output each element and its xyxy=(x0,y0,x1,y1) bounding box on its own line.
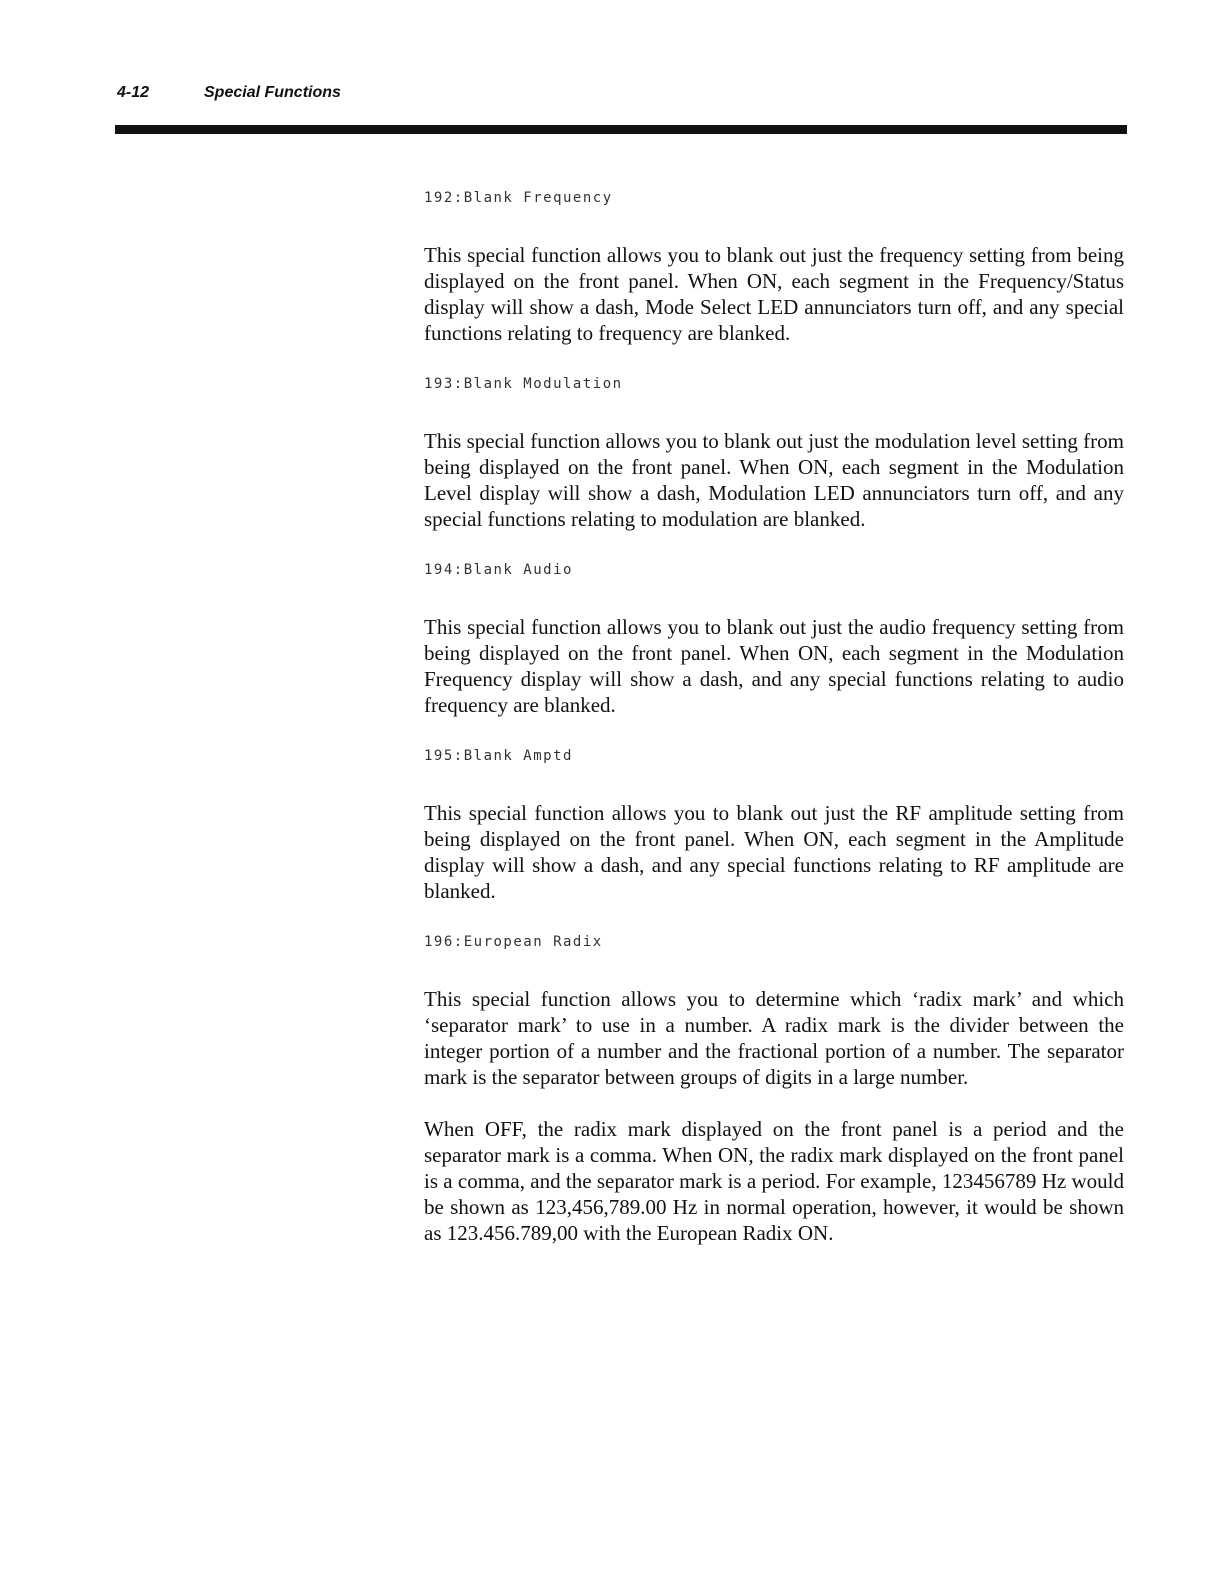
page-header xyxy=(117,84,1127,108)
description-194: This special function allows you to blank out just the audio frequency setting from being displayed on the front panel. When ON, each segment in the Modulation Frequency display will show a dash, and any special functions relating to audio frequency are blanked. xyxy=(424,615,1124,717)
description-196: This special function allows you to determine which ‘radix mark’ and which ‘separator mark’ to use in a number. A radix mark is the divider between the integer portion of a number and the fractional portion of a number. The separator mark is the separator between groups of digits in a large number. xyxy=(424,987,1124,1089)
description-196-continued: When OFF, the radix mark displayed on the front panel is a period and the separator mark is a comma. When ON, the radix mark displayed on the front panel is a comma, and the separator mark is a period. For example, 123456789 Hz would be shown as 123,456,789.00 Hz in normal operation, however, it would be shown as 123.456.789,00 with the European Radix ON. xyxy=(424,1117,1124,1245)
header-rule xyxy=(115,125,1127,134)
section-title: Special Functions xyxy=(204,84,341,101)
function-label-196: 196:European Radix xyxy=(424,934,603,950)
function-label-194: 194:Blank Audio xyxy=(424,562,573,578)
function-label-192: 192:Blank Frequency xyxy=(424,190,613,206)
page-number: 4-12 xyxy=(117,84,150,101)
function-label-195: 195:Blank Amptd xyxy=(424,748,573,764)
description-195: This special function allows you to blank out just the RF amplitude setting from being displayed on the front panel. When ON, each segment in the Amplitude display will show a dash, and any special functions relating to RF amplitude are blanked. xyxy=(424,801,1124,903)
function-label-193: 193:Blank Modulation xyxy=(424,376,623,392)
description-192: This special function allows you to blank out just the frequency setting from being displayed on the front panel. When ON, each segment in the Frequency/Status display will show a dash, Mode Select LED annunciators turn off, and any special functions relating to frequency are blanked. xyxy=(424,243,1124,345)
description-193: This special function allows you to blank out just the modulation level setting from being displayed on the front panel. When ON, each segment in the Modulation Level display will show a dash, Modulation LED annunciators turn off, and any special functions relating to modulation are blanked. xyxy=(424,429,1124,531)
content xyxy=(424,180,1124,1246)
